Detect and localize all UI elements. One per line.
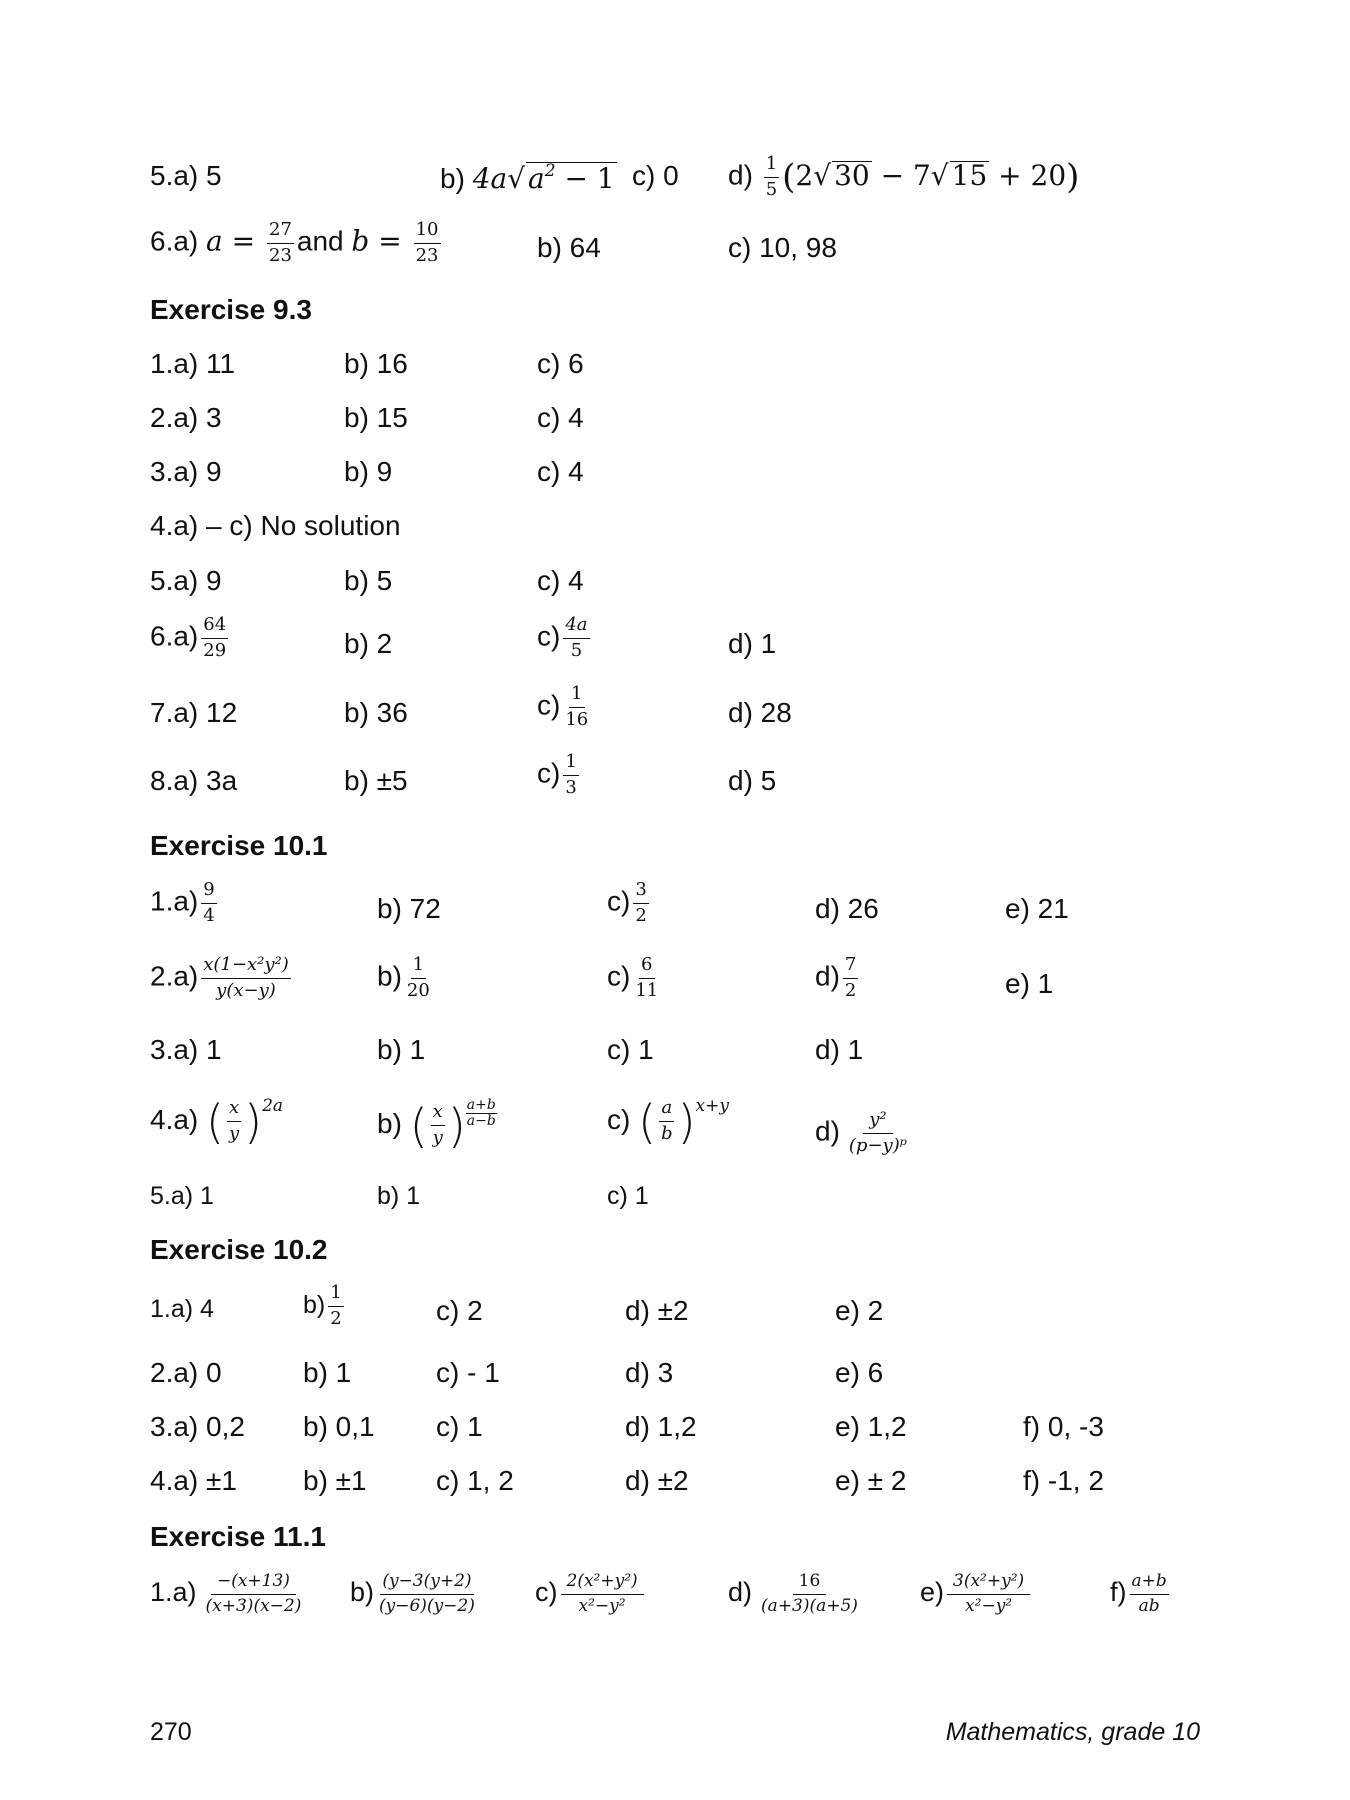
ex101-3c: c) 1 (607, 1034, 654, 1065)
ex102-3b: b) 0,1 (303, 1411, 375, 1442)
part2: − 7 (871, 158, 931, 192)
answer-5a: 5.a) 5 (150, 160, 222, 191)
ex101-1c (607, 880, 652, 926)
label: 6.a) (150, 620, 199, 652)
frac (563, 615, 589, 661)
num: −(x+13) (211, 1572, 296, 1595)
frac (405, 955, 432, 1001)
den: (x+3)(x−2) (205, 1595, 302, 1616)
eq-b: = (369, 224, 411, 258)
ex101-5b: b) 1 (377, 1182, 421, 1210)
label: b) (350, 1577, 375, 1608)
ex101-2c (607, 955, 663, 1001)
num: 3 (633, 880, 648, 904)
expr-5b: 4a√ $a^2 - 1$ (472, 161, 615, 195)
ex101-3d: d) 1 (815, 1034, 864, 1065)
frac (201, 955, 290, 1001)
ex101-5a: 5.a) 1 (150, 1182, 214, 1210)
frac (201, 880, 216, 926)
close-paren: ) (244, 1094, 263, 1149)
ex93-2b: b) 15 (344, 402, 408, 433)
ex93-3c: c) 4 (537, 456, 584, 487)
label: d) (815, 960, 840, 992)
ex101-2b (377, 955, 435, 1001)
ex93-8c (537, 752, 582, 798)
heading-exercise-10-2: Exercise 10.2 (150, 1234, 328, 1265)
label: d) (728, 1577, 753, 1608)
ex111-1d (728, 1572, 867, 1616)
close-paren: ) (447, 1098, 466, 1153)
ex93-4: 4.a) – c) No solution (150, 510, 401, 541)
ex111-1e (920, 1572, 1033, 1616)
radicand-2: 15 (951, 158, 988, 192)
den: 23 (415, 244, 439, 266)
ex102-2c: c) - 1 (436, 1357, 500, 1388)
ex93-8b: b) ±5 (344, 765, 408, 796)
ex93-6a (150, 615, 231, 661)
label: 1.a) (150, 1577, 197, 1608)
ex93-7c (537, 684, 593, 730)
num: 6 (639, 955, 654, 979)
frac-b (414, 220, 441, 266)
frac (659, 1098, 675, 1144)
ex102-3c: c) 1 (436, 1411, 483, 1442)
ex102-4c: c) 1, 2 (436, 1465, 514, 1496)
frac (561, 1572, 644, 1616)
ex102-3e: e) 1,2 (835, 1411, 907, 1442)
answer-5b (440, 162, 617, 193)
ex111-1f (1110, 1572, 1172, 1616)
open-paren: ( (206, 1094, 224, 1149)
ex93-1a: 1.a) 11 (150, 348, 236, 379)
den: 20 (406, 979, 430, 1001)
answer-6a (150, 220, 444, 266)
num: y² (863, 1110, 892, 1134)
num: 3(x²+y²) (947, 1572, 1030, 1595)
ex102-3f: f) 0, -3 (1023, 1411, 1104, 1442)
ex93-1b: b) 16 (344, 348, 408, 379)
frac (200, 1572, 308, 1616)
frac-5d (764, 154, 779, 200)
ex111-1b (350, 1572, 480, 1616)
num: 27 (267, 220, 294, 244)
num: x (227, 1098, 241, 1122)
label: d) (815, 1115, 840, 1147)
ex93-7a: 7.a) 12 (150, 697, 238, 728)
ex93-8a: 8.a) 3a (150, 765, 238, 796)
ex101-3a: 3.a) 1 (150, 1034, 222, 1065)
den: y(x−y) (216, 979, 276, 1001)
ex102-4d: d) ±2 (625, 1465, 689, 1496)
ex101-2d (815, 955, 861, 1001)
den: 5 (765, 178, 778, 200)
open-paren: ( (782, 156, 796, 197)
num: 64 (201, 615, 228, 639)
den: b (661, 1123, 673, 1145)
label: c) (537, 689, 561, 721)
frac (328, 1283, 343, 1329)
num: 9 (201, 880, 216, 904)
label: b) (303, 1290, 326, 1319)
ex102-3d: d) 1,2 (625, 1411, 697, 1442)
part3: + 20 (989, 158, 1067, 192)
label: 4.a) (150, 1104, 199, 1135)
answer-5c: c) 0 (632, 160, 679, 191)
num: 16 (793, 1572, 827, 1595)
frac (843, 1110, 913, 1156)
num: x (431, 1102, 445, 1126)
coef: 4a (472, 162, 508, 195)
ex93-8d: d) 5 (728, 765, 777, 796)
ex93-2c: c) 4 (537, 402, 584, 433)
num: 10 (414, 220, 441, 244)
ex102-4b: b) ±1 (303, 1465, 367, 1496)
den: 29 (203, 639, 227, 661)
ex102-1e: e) 2 (835, 1295, 884, 1326)
frac (377, 1572, 477, 1616)
book-title: Mathematics, grade 10 (945, 1718, 1200, 1746)
num: a (659, 1098, 674, 1122)
ex93-5a: 5.a) 9 (150, 565, 222, 596)
label: e) (920, 1577, 945, 1608)
ex102-2a: 2.a) 0 (150, 1357, 222, 1388)
open-paren: ( (638, 1094, 657, 1149)
answer-6c: c) 10, 98 (728, 232, 837, 263)
frac (633, 955, 660, 1001)
page-number: 270 (150, 1718, 192, 1746)
den: x²−y² (578, 1595, 626, 1616)
num: a+b (466, 1097, 496, 1113)
ex102-2e: e) 6 (835, 1357, 884, 1388)
ex101-1b: b) 72 (377, 893, 441, 924)
ex101-1a (150, 880, 220, 926)
heading-exercise-9-3: Exercise 9.3 (150, 294, 312, 325)
ex93-3a: 3.a) 9 (150, 456, 222, 487)
ex93-7b: b) 36 (344, 697, 408, 728)
den: 2 (635, 904, 647, 926)
rad-var: a (528, 162, 545, 195)
ex93-1c: c) 6 (537, 348, 584, 379)
label-6a: 6.a) (150, 225, 199, 257)
ex93-6b: b) 2 (344, 628, 393, 659)
num: 4a (563, 615, 589, 639)
frac (755, 1572, 864, 1616)
label: 1.a) (150, 885, 199, 917)
ex111-1c (535, 1572, 647, 1616)
label-d: d) (728, 159, 753, 191)
radicand-1: 30 (834, 158, 870, 192)
den: 16 (565, 708, 589, 730)
expr-5d: (2√ 30 − 7√ 15 + 20) (782, 156, 1080, 197)
ex101-4c (607, 1094, 729, 1149)
part1: 2 (795, 158, 814, 192)
ex93-7d: d) 28 (728, 697, 792, 728)
label: c) (607, 960, 631, 992)
open-paren: ( (409, 1098, 428, 1153)
ex101-4b (377, 1097, 497, 1153)
ex102-4e: e) ± 2 (835, 1465, 907, 1496)
label: c) (535, 1577, 558, 1608)
ex102-1b (303, 1283, 347, 1329)
close-paren: ) (677, 1094, 696, 1149)
paren-group (206, 1094, 263, 1149)
ex102-1c: c) 2 (436, 1295, 483, 1326)
ex102-4f: f) -1, 2 (1023, 1465, 1104, 1496)
ex102-2d: d) 3 (625, 1357, 674, 1388)
paren-group (409, 1098, 466, 1153)
frac (1130, 1572, 1169, 1616)
ex102-1a: 1.a) 4 (150, 1295, 214, 1323)
label: b) (377, 1108, 402, 1139)
frac (201, 615, 228, 661)
ex93-5b: b) 5 (344, 565, 393, 596)
num: 1 (764, 154, 779, 178)
den: (a+3)(a+5) (761, 1595, 858, 1616)
den: (y−6)(y−2) (379, 1595, 475, 1616)
den: x²−y² (965, 1595, 1013, 1616)
exponent: x+y (695, 1096, 729, 1116)
eq-a: = (222, 224, 264, 258)
label: c) (607, 885, 631, 917)
den: 4 (203, 904, 215, 926)
num: 7 (843, 955, 858, 979)
label: c) (537, 620, 561, 652)
frac (431, 1102, 445, 1148)
radicand (526, 162, 617, 193)
label: c) (537, 757, 561, 789)
label-b: b) (440, 163, 465, 194)
den: 5 (570, 639, 583, 661)
ex93-2a: 2.a) 3 (150, 402, 222, 433)
var-b: b (351, 224, 370, 258)
answer-6b: b) 64 (537, 232, 601, 263)
label: c) (607, 1104, 631, 1135)
num: a+b (1130, 1572, 1169, 1595)
den: 2 (330, 1307, 342, 1329)
ex93-6d: d) 1 (728, 628, 777, 659)
heading-exercise-10-1: Exercise 10.1 (150, 830, 328, 861)
rad-tail: − 1 (555, 162, 615, 195)
frac (563, 752, 578, 798)
var-a: a (206, 224, 223, 258)
frac (947, 1572, 1030, 1616)
den: y (228, 1123, 240, 1145)
ex101-2a (150, 955, 294, 1001)
answer-5d (728, 154, 1079, 200)
heading-exercise-11-1: Exercise 11.1 (150, 1521, 326, 1552)
den: 2 (844, 979, 857, 1001)
and-text: and (296, 225, 344, 257)
num: 1 (328, 1283, 343, 1307)
ex102-1d: d) ±2 (625, 1295, 689, 1326)
den: 3 (565, 776, 577, 798)
paren-group (638, 1094, 696, 1149)
ex111-1a (150, 1572, 310, 1616)
frac (843, 955, 858, 1001)
label: b) (377, 960, 402, 992)
label: f) (1110, 1577, 1127, 1608)
den: 11 (635, 979, 659, 1001)
ex93-6c (537, 615, 593, 661)
ex101-2e: e) 1 (1005, 968, 1054, 999)
label: 2.a) (150, 960, 199, 992)
num: 1 (569, 684, 584, 708)
num: x(1−x²y²) (201, 955, 290, 979)
frac (563, 684, 590, 730)
exponent: 2a (262, 1096, 284, 1116)
ex101-3b: b) 1 (377, 1034, 426, 1065)
ex101-1d: d) 26 (815, 893, 879, 924)
exponent-frac (466, 1098, 497, 1130)
frac-a (267, 220, 294, 266)
ex102-4a: 4.a) ±1 (150, 1465, 237, 1496)
den: y (432, 1127, 443, 1149)
ex102-2b: b) 1 (303, 1357, 352, 1388)
rad-exp: 2 (544, 161, 556, 181)
ex102-3a: 3.a) 0,2 (150, 1411, 245, 1442)
den: a−b (466, 1113, 496, 1130)
frac (227, 1098, 241, 1144)
num: 1 (563, 752, 578, 776)
ex93-5c: c) 4 (537, 565, 584, 596)
den: 23 (269, 244, 292, 266)
ex101-5c: c) 1 (607, 1182, 649, 1210)
ex101-4d (815, 1110, 916, 1156)
den: (p−y)ᵖ (848, 1134, 907, 1156)
num: 2(x²+y²) (561, 1572, 644, 1595)
den: ab (1138, 1595, 1160, 1616)
ex101-1e: e) 21 (1005, 893, 1069, 924)
close-paren: ) (1066, 156, 1080, 197)
num: (y−3(y+2) (380, 1572, 473, 1595)
num: 1 (411, 955, 426, 979)
ex101-4a (150, 1094, 284, 1149)
frac (633, 880, 648, 926)
ex93-3b: b) 9 (344, 456, 393, 487)
